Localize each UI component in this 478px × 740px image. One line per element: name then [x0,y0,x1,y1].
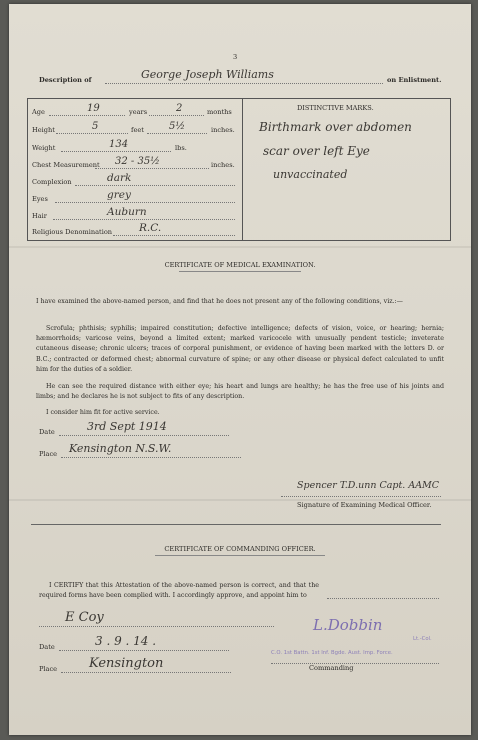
medical-place-line [61,457,241,458]
medical-certificate-title: CERTIFICATE OF MEDICAL EXAMINATION. [164,261,316,269]
description-prefix: Description of [39,76,92,84]
chest-inches-label: inches. [211,161,235,169]
religion-label: Religious Denomination [32,228,113,236]
stamp-unit: C.O. 1st Battn. 1st Inf. Bgde. Aust. Imp. Force. [271,650,393,656]
weight-value: 134 [109,139,129,150]
religion-value: R.C. [139,222,162,234]
appointment-line-end [327,598,439,599]
age-years-value: 19 [87,103,100,114]
box-right-border [450,98,451,241]
appointed-company: E Coy [65,610,104,625]
stamp-rank: Lt.-Col. [413,636,432,642]
months-label: months [207,108,232,116]
commanding-statement: I CERTIFY that this Attestation of the above-named person is correct, and that the required forms have been complied with. I accordingly approve, and appoint him to [39,582,319,600]
age-label: Age [32,108,45,116]
box-top-border [27,98,451,99]
age-months-value: 2 [176,103,183,114]
chest-label: Chest Measurement [32,161,100,169]
weight-label: Weight [32,144,56,152]
height-feet-value: 5 [92,121,99,132]
box-divider [242,98,243,241]
medical-declaration: He can see the required distance with either eye; his heart and lungs are healthy; he has the free use of his joints and limbs; and he declares he is not subject to fits of any description. [36,383,444,401]
height-inches-line [147,133,207,134]
feet-label: feet [131,126,144,134]
fit-statement: I consider him fit for active service. [46,409,160,416]
commanding-date-line [59,650,229,651]
age-years-line [49,115,125,116]
box-bottom-border [27,240,451,241]
commanding-date-value: 3 . 9 . 14 . [95,634,157,648]
religion-line [113,235,235,236]
complexion-value: dark [107,172,132,184]
eyes-value: grey [107,189,131,201]
recruit-name: George Joseph Williams [141,68,274,81]
medical-date-line [59,435,229,436]
medical-place-value: Kensington N.S.W. [69,442,172,455]
medical-conditions: Scrofula; phthisis; syphilis; impaired constitution; defective intelligence; defects of vision, voice, or hearing; hernia; hæmorrhoids; varicose veins, beyond a limited extent; marked varicocele with unusually pendent testicle; inveterate cutaneous disease; chronic ulcers; traces of corporal punishment, or evidence of having been marked with the letters D. or B.C.; contracted or deformed chest; abnormal curvature of spine; or any other disease or physical defect calculated to unfit him for the duties of a soldier. [36,325,444,373]
distinctive-marks-title: DISTINCTIVE MARKS. [297,104,374,112]
chest-line [95,168,209,169]
attestation-page [9,4,471,735]
commanding-place-line [61,672,231,673]
fold-crease [9,246,471,248]
description-suffix: on Enlistment. [387,76,442,84]
commanding-certificate-title: CERTIFICATE OF COMMANDING OFFICER. [164,545,316,553]
medical-intro: I have examined the above-named person, and find that he does not present any of the following conditions, viz.:— [36,298,403,305]
inches-label: inches. [211,126,235,134]
appointment-line [39,626,274,627]
distinctive-mark-2: scar over left Eye [263,144,370,158]
years-label: years [129,108,148,116]
hair-value: Auburn [107,206,147,218]
hair-line [53,219,235,220]
complexion-label: Complexion [32,178,72,186]
medical-date-value: 3rd Sept 1914 [87,420,167,433]
commanding-place-value: Kensington [89,656,164,671]
page-number: 3 [233,53,238,61]
age-months-line [149,115,204,116]
commanding-label: Commanding [309,664,354,672]
title-underline [155,555,325,556]
eyes-line [55,202,235,203]
height-feet-line [56,133,128,134]
medical-place-label: Place [39,450,58,458]
box-left-border [27,98,28,241]
name-dotted-line [105,83,383,84]
section-divider [31,524,441,525]
commanding-date-label: Date [39,643,55,651]
distinctive-mark-1: Birthmark over abdomen [259,120,412,134]
title-underline [179,271,301,272]
weight-line [61,151,171,152]
medical-signature-caption: Signature of Examining Medical Officer. [297,501,432,509]
medical-date-label: Date [39,428,55,436]
lbs-label: lbs. [175,144,187,152]
height-label: Height [32,126,55,134]
complexion-line [75,185,235,186]
commanding-officer-signature: L.Dobbin [313,616,383,634]
eyes-label: Eyes [32,195,48,203]
chest-value: 32 - 35½ [115,156,160,167]
medical-signature-line [281,496,441,497]
distinctive-mark-3: unvaccinated [273,168,348,181]
height-inches-value: 5½ [169,121,186,132]
commanding-place-label: Place [39,665,58,673]
medical-officer-signature: Spencer T.D.unn Capt. AAMC [297,480,440,491]
hair-label: Hair [32,212,47,220]
commanding-signature-line [271,663,439,664]
